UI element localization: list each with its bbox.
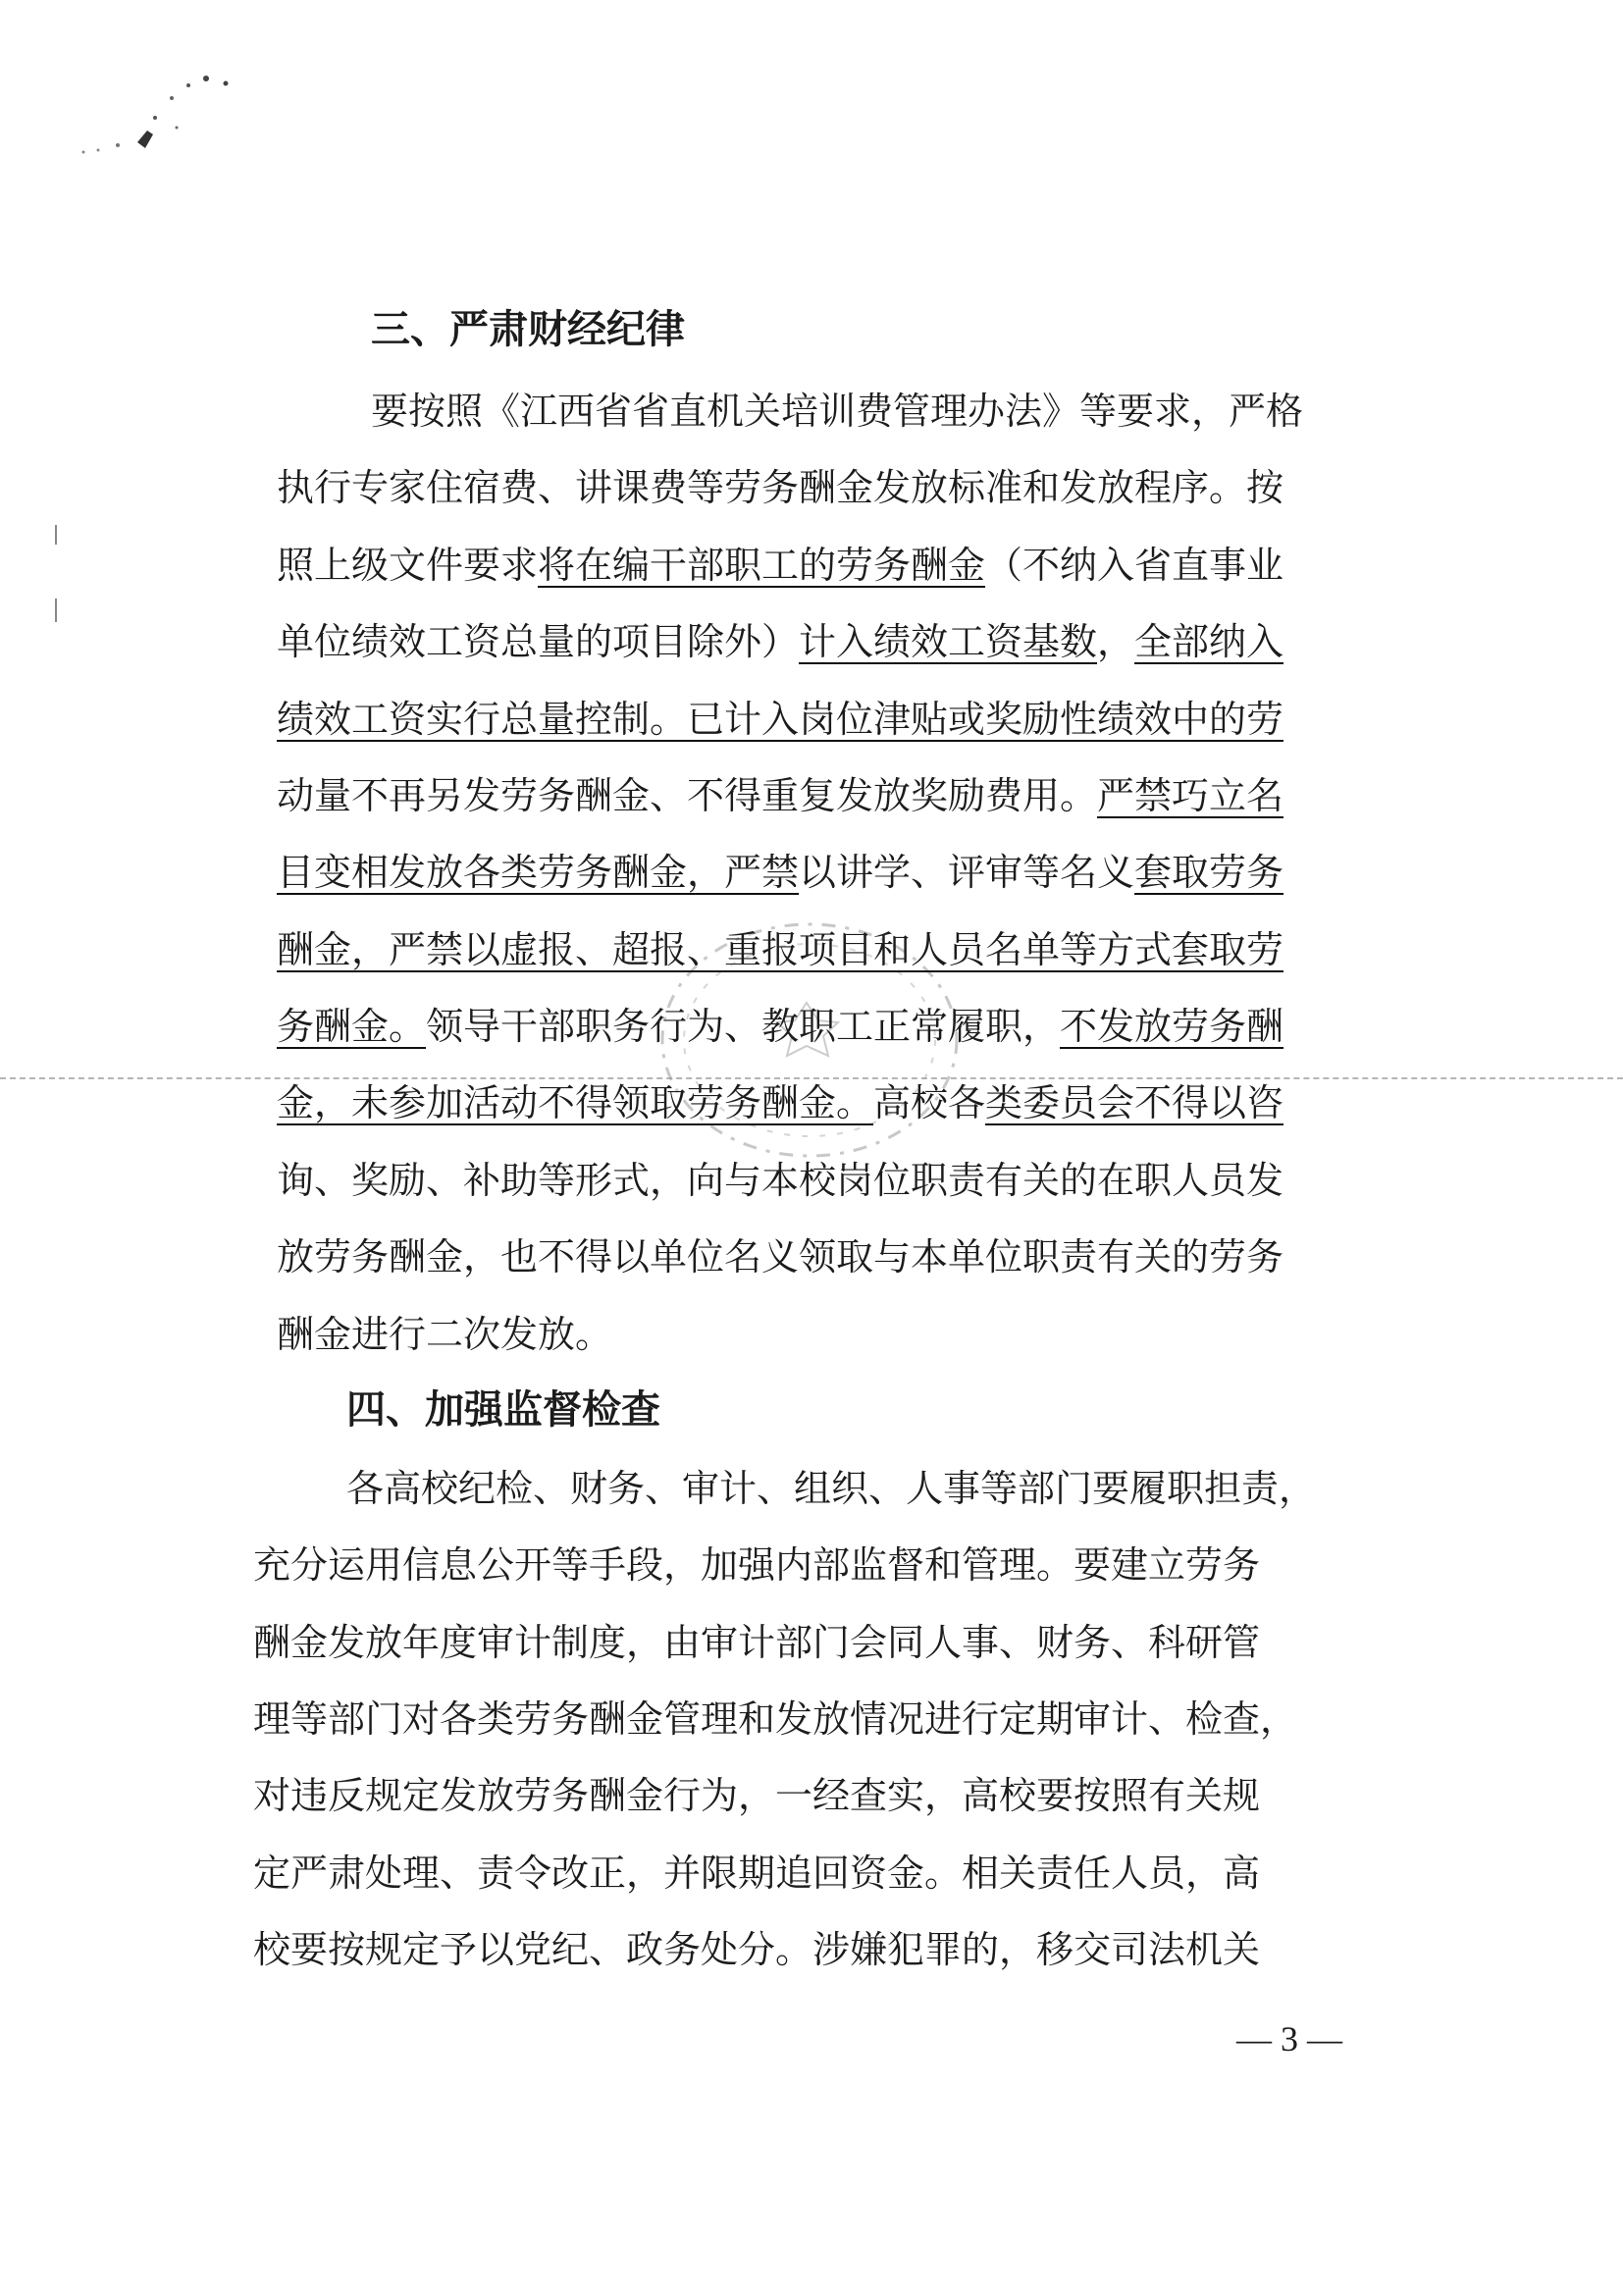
section-heading: 四、加强监督检查 xyxy=(346,1387,660,1433)
underlined-text: 将在编干部职工的劳务酬金 xyxy=(538,544,986,587)
underlined-text: 绩效工资实行总量控制。 xyxy=(277,698,688,741)
underlined-text: 不发放劳务酬 xyxy=(1060,1005,1284,1048)
paragraph-line: 定严肃处理、责令改正，并限期追回资金。相关责任人员，高 xyxy=(253,1852,1261,1895)
paragraph-line: 询、奖励、补助等形式，向与本校岗位职责有关的在职人员发 xyxy=(277,1159,1284,1202)
paragraph-line: 放劳务酬金，也不得以单位名义领取与本单位职责有关的劳务 xyxy=(277,1235,1284,1278)
underlined-text: 严禁以虚报、超报、重报项目和人员名单等方式套取劳 xyxy=(389,928,1284,971)
underlined-text: 类委员会不得以咨 xyxy=(985,1081,1284,1124)
section-heading: 三、严肃财经纪律 xyxy=(371,307,685,352)
underlined-text: 严禁巧立名 xyxy=(1097,774,1284,817)
underlined-text: 严禁 xyxy=(724,851,800,894)
underlined-text: 全部纳入 xyxy=(1134,620,1284,663)
paragraph-line: 务酬金。领导干部职务行为、教职工正常履职，不发放劳务酬 xyxy=(277,1005,1284,1048)
paragraph-line: 酬金进行二次发放。 xyxy=(277,1313,613,1356)
scan-speckle-marks xyxy=(79,59,245,167)
paragraph-line: 目变相发放各类劳务酬金，严禁以讲学、评审等名义套取劳务 xyxy=(277,851,1284,894)
paragraph-line: 动量不再另发劳务酬金、不得重复发放奖励费用。严禁巧立名 xyxy=(277,774,1284,817)
underlined-text: 金，未参加活动不得领取劳务酬金。 xyxy=(277,1081,874,1124)
paragraph-line: 校要按规定予以党纪、政务处分。涉嫌犯罪的，移交司法机关 xyxy=(253,1928,1261,1971)
paragraph-line: 各高校纪检、财务、审计、组织、人事等部门要履职担责， xyxy=(346,1467,1317,1510)
paragraph-line: 单位绩效工资总量的项目除外）计入绩效工资基数，全部纳入 xyxy=(277,620,1284,663)
underlined-text: 务酬金。 xyxy=(277,1005,427,1048)
page-number: — 3 — xyxy=(1236,2019,1342,2059)
paragraph-line xyxy=(277,680,1283,758)
paragraph-line: 酬金发放年度审计制度，由审计部门会同人事、财务、科研管 xyxy=(253,1621,1261,1664)
underlined-text: 酬金， xyxy=(277,928,390,971)
paragraph-line: 执行专家住宿费、讲课费等劳务酬金发放标准和发放程序。按 xyxy=(277,466,1284,509)
underlined-text: 目变相发放各类劳务酬金， xyxy=(277,851,725,894)
underlined-text: 计入绩效工资基数 xyxy=(799,620,1098,663)
paragraph-line: 对违反规定发放劳务酬金行为，一经查实，高校要按照有关规 xyxy=(253,1774,1261,1817)
paragraph-line: 要按照《江西省省直机关培训费管理办法》等要求，严格 xyxy=(371,390,1304,433)
paragraph-line: 金，未参加活动不得领取劳务酬金。高校各类委员会不得以咨 xyxy=(277,1081,1284,1124)
paragraph-line: 充分运用信息公开等手段，加强内部监督和管理。要建立劳务 xyxy=(253,1543,1261,1587)
margin-mark xyxy=(55,599,57,622)
underlined-text: 已计入岗位津贴或奖励性绩效中的劳 xyxy=(687,698,1284,741)
paragraph-line: 理等部门对各类劳务酬金管理和发放情况进行定期审计、检查， xyxy=(253,1697,1298,1741)
margin-mark xyxy=(55,525,57,545)
paragraph-line: 照上级文件要求将在编干部职工的劳务酬金（不纳入省直事业 xyxy=(277,544,1284,587)
underlined-text: 套取劳务 xyxy=(1134,851,1284,894)
paragraph-line xyxy=(277,911,1283,989)
